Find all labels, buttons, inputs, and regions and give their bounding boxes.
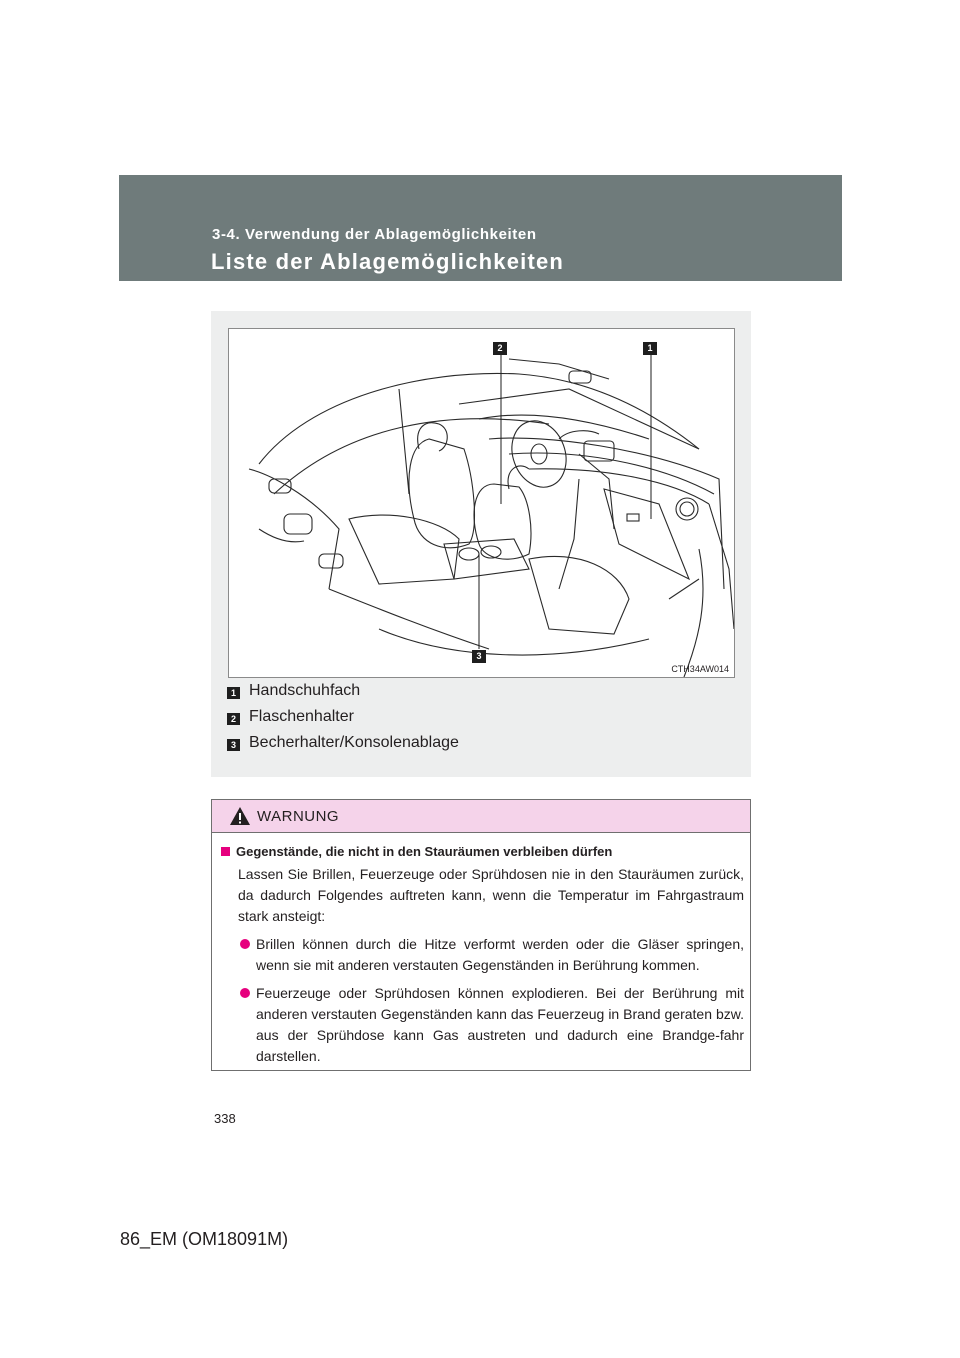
warning-bullet-text: Feuerzeuge oder Sprühdosen können explodieren. Bei der Berührung mit anderen verstauten Gegenständen kann das Feuerzeug in Brand geraten bzw. aus der Sprühdose kann Gas austreten und dadurch eine Brandge-fahr darstellen. xyxy=(256,985,744,1064)
round-bullet-icon xyxy=(240,939,250,949)
legend-label: Handschuhfach xyxy=(249,682,361,699)
round-bullet-icon xyxy=(240,988,250,998)
legend-number: 3 xyxy=(227,739,240,751)
square-bullet-icon xyxy=(221,847,230,856)
warning-intro: Lassen Sie Brillen, Feuerzeuge oder Sprühdosen nie in den Stauräumen zurück, da dadurch Folgendes auftreten kann, wenn die Temperatur im Fahrgastraum stark ansteigt: xyxy=(238,866,744,924)
callout-marker-2: 2 xyxy=(493,342,507,355)
car-interior-illustration xyxy=(228,328,735,678)
callout-marker-1: 1 xyxy=(643,342,657,355)
callout-marker-3: 3 xyxy=(472,650,486,663)
legend-label: Becherhalter/Konsolenablage xyxy=(249,734,459,751)
legend-item xyxy=(227,681,727,707)
car-interior-drawing xyxy=(229,329,734,677)
warning-bullet-text: Brillen können durch die Hitze verformt werden oder die Gläser springen, wenn sie mit anderen verstauten Gegenständen in Berührung kommen. xyxy=(256,936,744,973)
legend-item xyxy=(227,733,727,759)
warning-bullet xyxy=(238,983,744,1067)
warning-title: WARNUNG xyxy=(257,808,340,825)
chapter-header xyxy=(119,175,842,281)
document-id: 86_EM (OM18091M) xyxy=(120,1229,289,1249)
warning-bullet xyxy=(238,934,744,976)
section-label: 3-4. Verwendung der Ablagemöglichkeiten xyxy=(212,226,537,243)
legend-number: 1 xyxy=(227,687,240,699)
page-number: 338 xyxy=(214,1111,236,1126)
figure-panel xyxy=(211,311,751,777)
legend-item xyxy=(227,707,727,733)
warning-heading xyxy=(221,844,612,859)
legend-list xyxy=(227,681,727,759)
page-title: Liste der Ablagemöglichkeiten xyxy=(211,249,565,274)
warning-box xyxy=(211,799,751,1071)
image-code: CTH34AW014 xyxy=(671,664,729,674)
warning-header xyxy=(212,800,750,833)
legend-number: 2 xyxy=(227,713,240,725)
warning-triangle-icon xyxy=(229,806,251,826)
legend-label: Flaschenhalter xyxy=(249,708,354,725)
warning-heading-text: Gegenstände, die nicht in den Stauräumen verbleiben dürfen xyxy=(236,844,613,859)
